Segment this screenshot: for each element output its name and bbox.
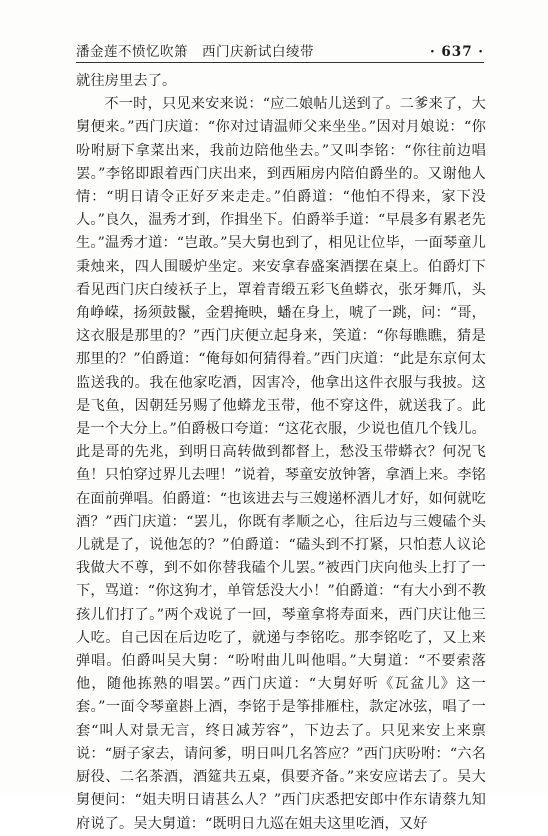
body-text <box>76 70 486 836</box>
running-header <box>76 39 484 61</box>
page-number: · 637 · <box>430 44 484 60</box>
chapter-title-left: 潘金莲不愤忆吹箫 <box>76 44 188 60</box>
header-rule <box>76 62 484 63</box>
paragraph: 不一时，只见来安来说：“应二娘帖儿送到了。二爹来了，大舅便来。”西门庆道：“你对过请温师父来坐坐。”因对月娘说：“你吩咐厨下拿菜出来，我前边陪他坐去。”又叫李铭：“你往前边唱罢。”李铭即跟着西门庆出来，到西厢房内陪伯爵坐的。又谢他人情：“明日请令正好歹来走走。”伯爵道：“他怕不得来，家下没人。”良久，温秀才到，作揖坐下。伯爵举手道：“早晨多有累老先生。”温秀才道：“岂敢。”吴大舅也到了，相见让位毕，一面琴童儿秉烛来，四人围暖炉坐定。来安拿春盛案酒摆在桌上。伯爵灯下看见西门庆白绫袄子上，罩着青缎五彩飞鱼蟒衣，张牙舞爪，头角峥嵘，扬须鼓鬣，金碧掩映，蟠在身上，唬了一跳，问：“哥，这衣服是那里的？”西门庆便立起身来，笑道：“你每瞧瞧，猜是那里的？”伯爵道：“俺每如何猜得着。”西门庆道：“此是东京何太监送我的。我在他家吃酒，因害冷，他拿出这件衣服与我披。这是飞鱼，因朝廷另赐了他蟒龙玉带，他不穿这件，就送我了。此是一个大分上。”伯爵极口夸道：“这花衣服，少说也值几个钱儿。此是哥的先兆，到明日高转做到都督上，愁没玉带蟒衣？何况飞鱼！只怕穿过界儿去哩！”说着，琴童安放钟箸，拿酒上来。李铭在面前弹唱。伯爵道：“也该进去与三嫂递杯酒儿才好，如何就吃酒？”西门庆道：“罢儿，你既有孝顺之心，往后边与三嫂磕个头儿就是了，说他怎的？”伯爵道：“磕头到不打紧，只怕惹人议论我做大不尊，到不如你替我磕个儿罢。”被西门庆向他头上打了一下，骂道：“你这狗才，单管恁没大小！”伯爵道：“有大小到不教孩儿们打了。”两个戏说了一回，琴童拿将寿面来，西门庆让他三人吃。自己因在后边吃了，就递与李铭吃。那李铭吃了，又上来弹唱。伯爵叫吴大舅：“吩咐曲儿叫他唱。”大舅道：“不要索落他，随他拣熟的唱罢。”西门庆道：“大舅好听《瓦盆儿》这一套。”一面令琴童斟上酒，李铭于是筝排雁柱，款定冰弦，唱了一套“叫人对景无言，终日减芳容”，下边去了。只见来安上来禀说：“厨子家去，请问爹，明日叫几名答应？”西门庆吩咐：“六名厨役、二名茶酒，酒筵共五桌，俱要齐备。”来安应诺去了。吴大舅便问：“姐夫明日请甚么人？”西门庆悉把安郎中作东请蔡九知府说了。吴大舅道：“既明日九巡在姐夫这里吃酒，又好 <box>76 96 486 832</box>
paragraph: 就往房里去了。 <box>76 73 177 89</box>
chapter-title <box>76 43 314 61</box>
chapter-title-right: 西门庆新试白绫带 <box>202 44 314 60</box>
